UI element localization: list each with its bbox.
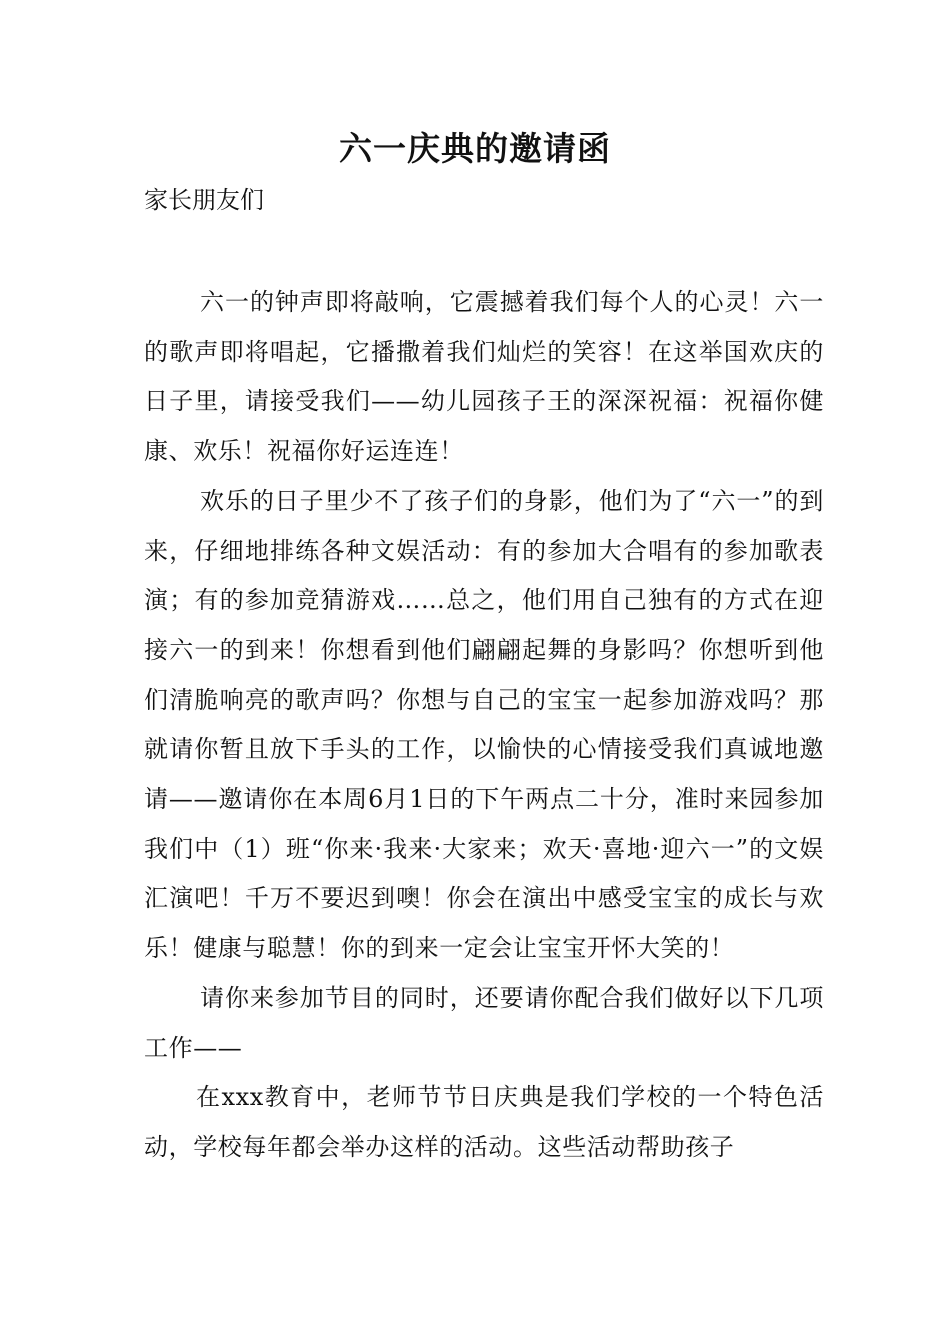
- paragraph-2: 欢乐的日子里少不了孩子们的身影，他们为了“六一”的到来，仔细地排练各种文娱活动：有的参加大合唱有的参加歌表演；有的参加竞猜游戏……总之，他们用自己独有的方式在迎接六一的到来！你想看到他们翩翩起舞的身影吗？你想听到他们清脆响亮的歌声吗？你想与自己的宝宝一起参加游戏吗？那就请你暂且放下手头的工作，以愉快的心情接受我们真诚地邀请——邀请你在本周6月1日的下午两点二十分，准时来园参加我们中（1）班“你来·我来·大家来；欢天·喜地·迎六一”的文娱汇演吧！千万不要迟到噢！你会在演出中感受宝宝的成长与欢乐！健康与聪慧！你的到来一定会让宝宝开怀大笑的！: [144, 486, 824, 963]
- paragraph-3: 请你来参加节目的同时，还要请你配合我们做好以下几项工作——: [144, 983, 824, 1062]
- document-body: [144, 278, 824, 1173]
- paragraph-1: 六一的钟声即将敲响，它震撼着我们每个人的心灵！六一的歌声即将唱起，它播撒着我们灿烂的笑容！在这举国欢庆的日子里，请接受我们——幼儿园孩子王的深深祝福：祝福你健康、欢乐！祝福你好运连连！: [144, 288, 824, 466]
- document-title: 六一庆典的邀请函: [339, 129, 611, 168]
- greeting: 家长朋友们: [144, 186, 264, 214]
- paragraph-4: 在xxx教育中，老师节节日庆典是我们学校的一个特色活动，学校每年都会举办这样的活动。这些活动帮助孩子: [144, 1083, 824, 1161]
